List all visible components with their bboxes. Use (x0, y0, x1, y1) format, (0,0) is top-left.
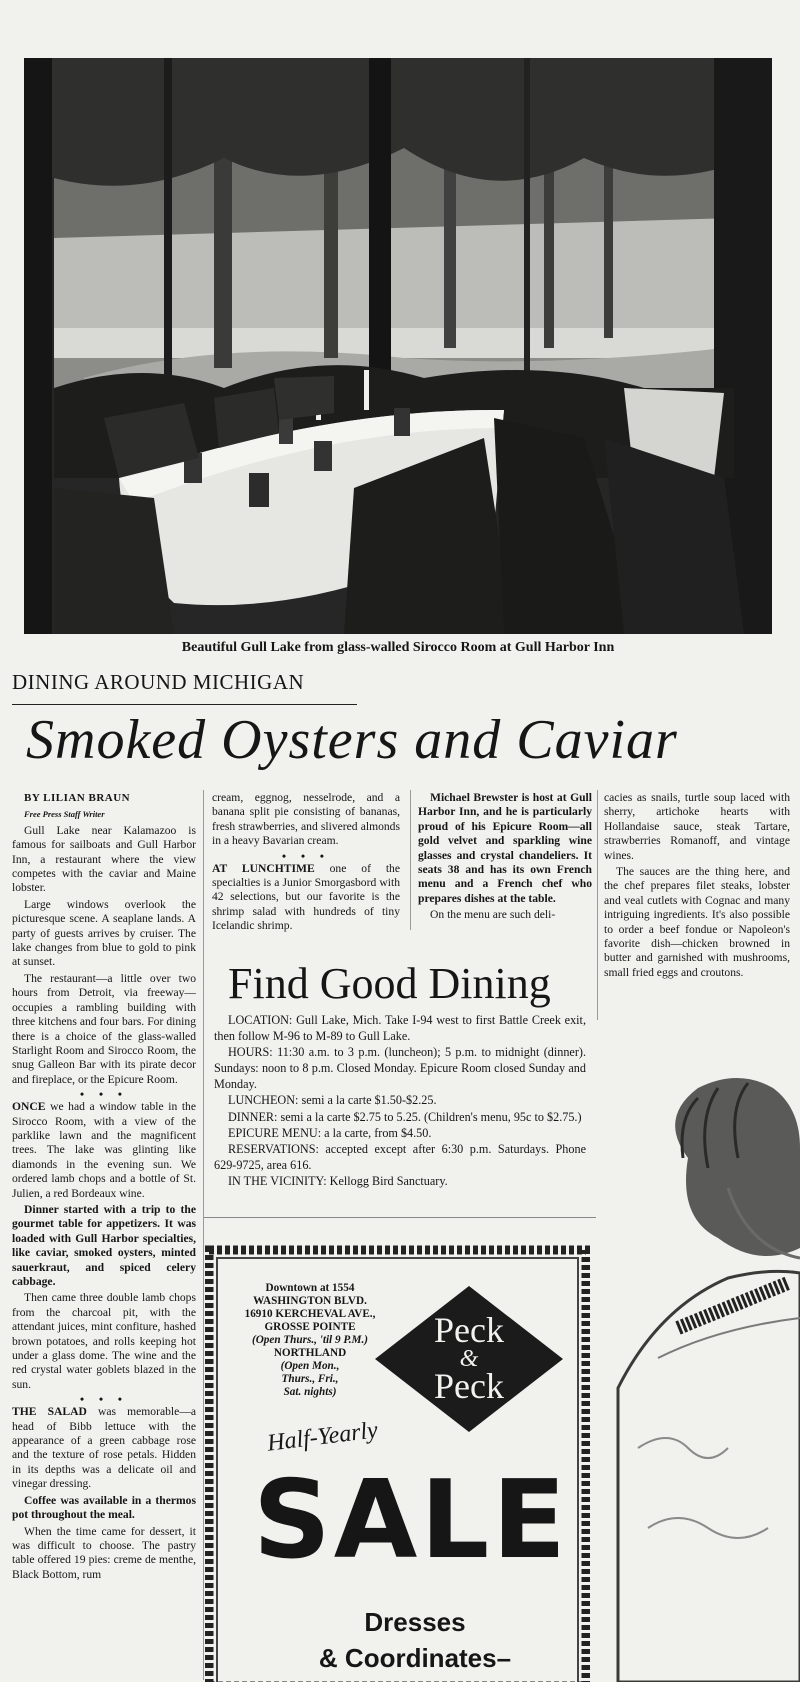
paragraph-text: we had a window table in the Sirocco Room, with a view of the parklike lawn and the magnificent trees. The lake was glinting like diamonds in the evening sun. We ordered lamb chops and a bottle of St. Julien, a red Bordeaux wine. (12, 1100, 196, 1200)
article-paragraph: The sauces are the thing here, and the chef prepares filet steaks, lobster and veal cutlets with Cognac and many intriguing ingredients. It's also possible to order a beef fondue or Napoleon's favorite dish—chicken browned in butter and garnished with mushrooms, small fried eggs and croutons. (604, 865, 790, 979)
logo-ampersand: & (459, 1346, 479, 1372)
section-kicker: DINING AROUND MICHIGAN (12, 670, 305, 694)
store-hours: (Open Thurs., 'til 9 P.M.) (251, 1334, 369, 1346)
store-address-line: Downtown at 1554 (265, 1282, 355, 1294)
ad-sale: SALE (253, 1458, 569, 1583)
section-break: • • • (80, 1393, 128, 1407)
store-addresses (235, 1282, 385, 1399)
ad-half-yearly: Half-Yearly (265, 1417, 380, 1457)
article-paragraph: cacies as snails, turtle soup laced with sherry, artichoke hearts with Hollandaise sauce, steak Tartare, strawberries Romanoff, and vintage wines. (604, 791, 790, 862)
section-break: • • • (282, 849, 330, 863)
paragraph-lead: THE SALAD (12, 1405, 87, 1419)
info-item: IN THE VICINITY: Kellogg Bird Sanctuary. (228, 1173, 448, 1188)
article-column-2 (212, 791, 400, 936)
peck-and-peck-logo (373, 1284, 565, 1434)
fashion-sketch (598, 1028, 800, 1682)
byline: BY LILIAN BRAUN (24, 792, 131, 804)
paragraph-text: one of the specialties is a Junior Smorgasbord with 42 selections, but our favorite is the shrimp salad with hundreds of tiny Icelandic shrimp. (212, 861, 400, 933)
info-box-title: Find Good Dining (228, 959, 551, 1008)
article-paragraph: Large windows overlook the picturesque scene. A seaplane lands. A party of guests arrives by cruiser. The lake changes from blue to gold to pink at sunset. (12, 897, 196, 969)
info-item: LUNCHEON: semi a la carte $1.50-$2.25. (228, 1093, 437, 1108)
article-paragraph (12, 1405, 196, 1491)
peck-and-peck-ad (205, 1244, 590, 1682)
photo-caption: Beautiful Gull Lake from glass-walled Sirocco Room at Gull Harbor Inn (181, 640, 615, 655)
info-item: RESERVATIONS: accepted except after 6:30 p.m. Saturdays. Phone 629-9725, area 616. (214, 1141, 586, 1172)
store-hours: (Open Mon., (280, 1360, 340, 1372)
byline-role: Free Press Staff Writer (24, 809, 105, 820)
paragraph-lead: ONCE (12, 1100, 46, 1114)
column-rule (410, 790, 411, 930)
article-column-4 (604, 791, 790, 982)
article-paragraph: Coffee was available in a thermos pot throughout the meal. (12, 1493, 196, 1522)
article-paragraph: Dinner started with a trip to the gourmet table for appetizers. It was loaded with Gull Harbor specialties, like caviar, smoked oysters, minted sauerkraut, and spiced celery cabbage. (12, 1202, 196, 1288)
restaurant-photo (24, 58, 772, 634)
article-paragraph (12, 1100, 196, 1201)
article-paragraph: Gull Lake near Kalamazoo is famous for sailboats and Gull Harbor Inn, a restaurant where the view competes with the caviar and Maine lobster. (12, 823, 196, 895)
store-address-line: GROSSE POINTE (264, 1321, 356, 1333)
ad-product-line: Dresses (364, 1607, 466, 1637)
paragraph-lead: AT LUNCHTIME (212, 861, 315, 875)
store-hours: Thurs., Fri., (281, 1373, 339, 1385)
logo-word: Peck (434, 1310, 504, 1350)
ad-product-line: & Coordinates– (318, 1643, 512, 1673)
column-rule (203, 790, 204, 1680)
info-box (214, 1012, 586, 1189)
ad-products (285, 1604, 545, 1676)
article-paragraph: The restaurant—a little over two hours from Detroit, via freeway—occupies a rambling building with three kitchens and four bars. For dining there is a choice of the glass-walled Starlight Room and Sirocco Room, the snug Galleon Bar with its pirate decor and fireplace, or the Epicure Room. (12, 971, 196, 1086)
article-paragraph: When the time came for dessert, it was difficult to choose. The pastry table offered 19 pies: creme de menthe, Black Bottom, rum (12, 1524, 196, 1581)
store-address-line: NORTHLAND (273, 1347, 347, 1359)
article-column-1 (12, 791, 196, 1584)
info-item: HOURS: 11:30 a.m. to 3 p.m. (luncheon); 5 p.m. to midnight (dinner). Sundays: noon to 8 p.m. Closed Monday. Epicure Room closed Sunday and Monday. (214, 1045, 586, 1092)
logo-word: Peck (434, 1366, 504, 1406)
article-paragraph: On the menu are such deli- (430, 908, 556, 922)
article-paragraph (212, 862, 400, 934)
article-paragraph: Then came three double lamb chops from the charcoal pit, with the attendant juices, mint confiture, hashed brown potatoes, and rolls keeping hot under a glass dome. The wine and the red crystal water goblets blazed in the sun. (12, 1291, 196, 1391)
store-address-line: WASHINGTON BLVD. (253, 1295, 367, 1307)
info-item: LOCATION: Gull Lake, Mich. Take I-94 west to first Battle Creek exit, then follow M-96 to M-89 to Gull Lake. (214, 1013, 586, 1044)
column-rule (597, 790, 598, 1020)
info-box-rule (204, 1217, 596, 1218)
headline: Smoked Oysters and Caviar (26, 709, 678, 771)
info-item: DINNER: semi a la carte $2.75 to 5.25. (Children's menu, 95c to $2.75.) (228, 1109, 582, 1124)
article-column-3 (418, 791, 592, 925)
article-paragraph: cream, eggnog, nesselrode, and a banana split pie consisting of bananas, fresh strawberries, and slivered almonds in a heavy Bavarian cream. (212, 791, 400, 848)
kicker-rule (12, 704, 357, 705)
store-hours: Sat. nights) (283, 1386, 337, 1398)
store-address-line: 16910 KERCHEVAL AVE., (244, 1308, 376, 1320)
info-item: EPICURE MENU: a la carte, from $4.50. (228, 1125, 432, 1140)
article-paragraph: Michael Brewster is host at Gull Harbor Inn, and he is particularly proud of his Epicure Room—all gold velvet and sparkling wine glasses and crystal chandeliers. It seats 38 and has its own French menu and a French chef who prepares dishes at the table. (418, 791, 592, 905)
paragraph-text: was memorable—a head of Bibb lettuce with the appearance of a green cabbage rose and the texture of rose petals. Hidden in its depths was a delicate oil and vinegar dressing. (12, 1405, 197, 1491)
section-break: • • • (80, 1088, 128, 1102)
